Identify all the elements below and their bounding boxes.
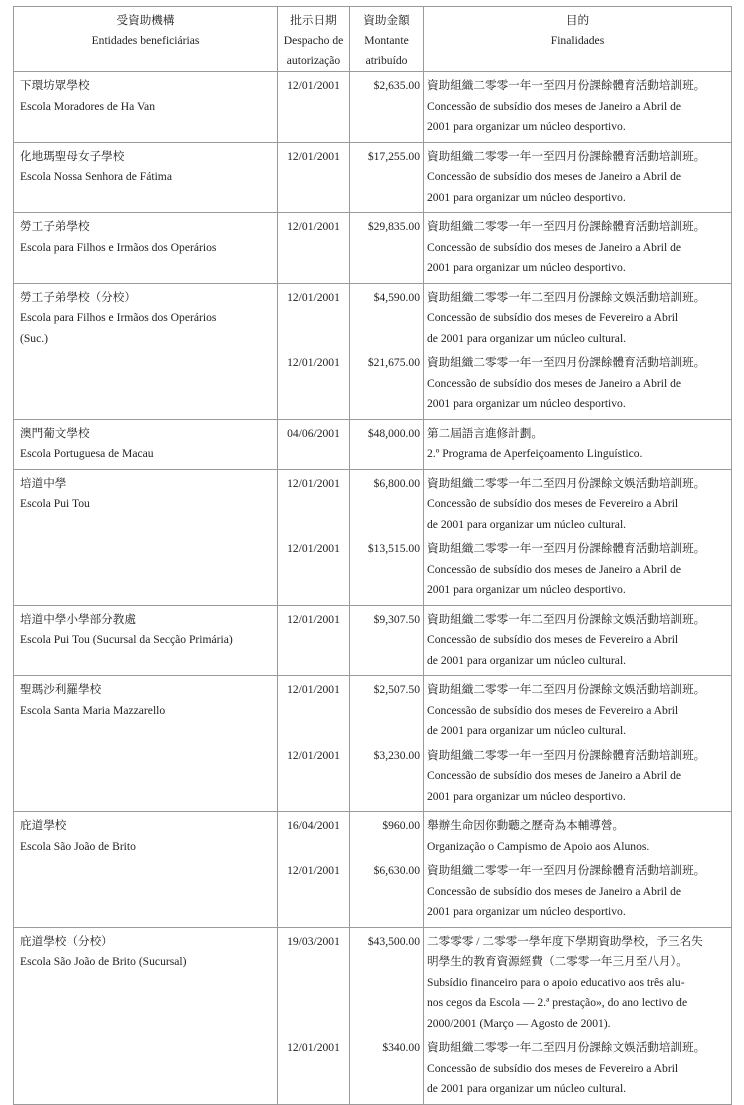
spacer: [278, 902, 349, 923]
spacer: [350, 993, 420, 1014]
purpose-line: Concessão de subsídio dos meses de Janeiro a Abril de: [427, 99, 682, 113]
entry-date-block: [278, 213, 349, 283]
entry-date-block: [278, 1038, 349, 1104]
amount-cell: [350, 213, 424, 284]
table-row: [14, 927, 732, 1104]
spacer: [278, 882, 349, 903]
spacer: [350, 1059, 420, 1080]
entry-amount-block: [350, 284, 423, 354]
spacer: [278, 117, 349, 138]
purpose-line: Concessão de subsídio dos meses de Fevereiro a Abril: [427, 1061, 679, 1075]
purpose-line: Concessão de subsídio dos meses de Janeiro a Abril de: [427, 769, 682, 782]
document-page: [13, 6, 731, 1095]
entity-cell: [14, 142, 278, 213]
purpose-cell: [424, 419, 732, 469]
purpose-line: Concessão de subsídio dos meses de Fevereiro a Abril: [427, 311, 679, 324]
header-amount: [350, 7, 424, 72]
header-amount-pt2: atribuído: [365, 54, 408, 67]
entry-date: 19/03/2001: [287, 934, 340, 948]
purpose-line: 資助組織二零零一年一至四月份課餘體育活動培訓班。: [427, 79, 706, 92]
spacer: [278, 238, 349, 259]
purpose-cell: [424, 142, 732, 213]
spacer: [350, 837, 420, 858]
entry-purpose-block: [424, 353, 731, 419]
purpose-line: 2.º Programa de Aperfeiçoamento Linguístico.: [427, 447, 643, 460]
spacer: [350, 952, 420, 973]
purpose-line: 舉辦生命因你動聽之歷奇為本輔導營。: [427, 819, 625, 832]
purpose-line: 明學生的教育資源經費（二零零一年三月至八月）。: [427, 955, 688, 968]
entry-date-block: [278, 606, 349, 676]
entry-purpose-block: [424, 676, 731, 746]
purpose-line: 2001 para organizar um núcleo desportivo.: [427, 190, 626, 204]
entry-amount: $43,500.00: [367, 934, 420, 948]
entry-date-block: [278, 539, 349, 605]
entry-date: 16/04/2001: [287, 819, 340, 832]
spacer: [278, 560, 349, 581]
entry-date: 12/01/2001: [287, 356, 340, 369]
purpose-line: 資助組織二零零一年一至四月份課餘體育活動培訓班。: [427, 864, 706, 877]
table-row: [14, 283, 732, 419]
amount-cell: [350, 419, 424, 469]
amount-cell: [350, 142, 424, 213]
table-header-row: [14, 7, 732, 72]
entry-amount: $3,230.00: [373, 748, 420, 762]
entry-amount-block: [350, 539, 423, 605]
purpose-line: de 2001 para organizar um núcleo cultural.: [427, 724, 627, 737]
date-cell: [278, 605, 350, 676]
header-entity-zh: 受資助機構: [116, 14, 175, 27]
header-entity-pt: Entidades beneficiárias: [91, 34, 200, 47]
amount-cell: [350, 469, 424, 605]
spacer: [278, 580, 349, 601]
header-purpose-zh: 目的: [565, 14, 590, 27]
date-cell: [278, 927, 350, 1104]
spacer: [350, 515, 420, 536]
spacer: [278, 329, 349, 350]
entry-amount-block: [350, 470, 423, 540]
purpose-line: de 2001 para organizar um núcleo cultural.: [427, 331, 627, 345]
entity-cell: [14, 72, 278, 143]
entry-amount-block: [350, 861, 423, 927]
table-row: [14, 469, 732, 605]
entry-date-block: [278, 746, 349, 812]
purpose-cell: [424, 676, 732, 812]
table-body: [14, 72, 732, 1105]
date-cell: [278, 676, 350, 812]
entry-date-block: [278, 928, 349, 1039]
spacer: [278, 1059, 349, 1080]
spacer: [278, 444, 349, 465]
purpose-line: 資助組織二零零一年一至四月份課餘體育活動培訓班。: [427, 356, 706, 369]
entity-name-pt: Escola Pui Tou (Sucursal da Secção Primária): [20, 633, 233, 646]
purpose-cell: [424, 213, 732, 284]
spacer: [278, 701, 349, 722]
purpose-line: 2001 para organizar um núcleo desportivo.: [427, 583, 626, 596]
spacer: [350, 902, 420, 923]
header-amount-pt1: Montante: [364, 34, 409, 47]
entry-amount-block: [350, 606, 423, 676]
table-row: [14, 213, 732, 284]
purpose-line: de 2001 para organizar um núcleo cultural.: [427, 517, 627, 531]
entity-name-pt: Escola Pui Tou: [20, 497, 90, 510]
table-row: [14, 812, 732, 928]
header-date: [278, 7, 350, 72]
entry-amount-block: [350, 353, 423, 419]
purpose-line: Concessão de subsídio dos meses de Janeiro a Abril de: [427, 376, 682, 390]
header-amount-zh: 資助金額: [363, 14, 410, 27]
table-row: [14, 142, 732, 213]
entry-amount-block: [350, 676, 423, 746]
entity-cell: [14, 419, 278, 469]
entry-date: 12/01/2001: [287, 149, 340, 163]
entity-name-zh: 澳門葡文學校: [20, 426, 90, 440]
entry-date: 12/01/2001: [287, 476, 340, 490]
spacer: [278, 394, 349, 415]
entity-name-pt: Escola para Filhos e Irmãos dos Operários: [20, 311, 217, 324]
spacer: [278, 515, 349, 536]
amount-cell: [350, 927, 424, 1104]
entry-amount: $17,255.00: [367, 149, 420, 163]
entry-purpose-block: [424, 606, 731, 676]
entity-cell: [14, 812, 278, 928]
purpose-line: 2001 para organizar um núcleo desportivo.: [427, 789, 626, 803]
spacer: [350, 701, 420, 722]
entry-amount: $21,675.00: [367, 356, 420, 369]
entry-amount-block: [350, 1038, 423, 1104]
entry-amount: $29,835.00: [367, 220, 420, 233]
entry-date: 12/01/2001: [287, 683, 340, 696]
purpose-cell: [424, 927, 732, 1104]
entity-name-pt: Escola para Filhos e Irmãos dos Operários: [20, 240, 217, 254]
purpose-line: Subsídio financeiro para o apoio educativo aos três alu-: [427, 975, 685, 989]
date-cell: [278, 72, 350, 143]
entry-date: 12/01/2001: [287, 1041, 340, 1054]
spacer: [350, 1079, 420, 1100]
spacer: [278, 952, 349, 973]
spacer: [278, 766, 349, 787]
table-row: [14, 72, 732, 143]
entity-name-zh: 培道中學小學部分教處: [20, 612, 136, 626]
subsidy-table: [13, 6, 732, 1105]
purpose-line: nos cegos da Escola — 2.ª prestação», do ano lectivo de: [427, 996, 688, 1009]
amount-cell: [350, 605, 424, 676]
spacer: [350, 374, 420, 395]
purpose-line: Concessão de subsídio dos meses de Fevereiro a Abril: [427, 633, 679, 646]
entity-name-pt: Escola Portuguesa de Macau: [20, 447, 154, 460]
spacer: [350, 329, 420, 350]
header-purpose: [424, 7, 732, 72]
purpose-line: 第二屆語言進修計劃。: [427, 426, 543, 440]
entry-purpose-block: [424, 420, 731, 469]
purpose-cell: [424, 605, 732, 676]
amount-cell: [350, 676, 424, 812]
entry-date-block: [278, 420, 349, 469]
entry-amount-block: [350, 812, 423, 861]
entry-date-block: [278, 353, 349, 419]
purpose-line: 資助組織二零零一年二至四月份課餘文娛活動培訓班。: [427, 290, 706, 304]
purpose-line: 資助組織二零零一年一至四月份課餘體育活動培訓班。: [427, 748, 706, 762]
header-purpose-pt: Finalidades: [550, 34, 605, 47]
table-row: [14, 605, 732, 676]
entry-amount: $2,635.00: [373, 79, 420, 92]
purpose-line: 資助組織二零零一年二至四月份課餘文娛活動培訓班。: [427, 683, 706, 696]
purpose-line: Concessão de subsídio dos meses de Janeiro a Abril de: [427, 562, 682, 576]
entry-amount-block: [350, 420, 423, 469]
entity-name-zh: 庇道學校: [20, 819, 67, 832]
purpose-cell: [424, 469, 732, 605]
entity-name-zh: 聖瑪沙利羅學校: [20, 683, 102, 696]
spacer: [350, 721, 420, 742]
entity-cell: [14, 213, 278, 284]
purpose-cell: [424, 812, 732, 928]
purpose-cell: [424, 72, 732, 143]
spacer: [350, 973, 420, 994]
entry-date: 12/01/2001: [287, 79, 340, 92]
spacer: [278, 973, 349, 994]
spacer: [278, 993, 349, 1014]
entry-purpose-block: [424, 72, 731, 142]
entity-cell: [14, 283, 278, 419]
entry-purpose-block: [424, 143, 731, 213]
entity-name-zh: 庇道學校（分校）: [20, 934, 113, 948]
spacer: [350, 560, 420, 581]
spacer: [350, 238, 420, 259]
entity-cell: [14, 469, 278, 605]
purpose-line: Concessão de subsídio dos meses de Fevereiro a Abril: [427, 497, 679, 510]
entity-name-pt-cont: (Suc.): [20, 331, 49, 345]
entity-name-pt: Escola Nossa Senhora de Fátima: [20, 170, 172, 183]
entry-amount: $13,515.00: [367, 542, 420, 555]
entry-purpose-block: [424, 746, 731, 812]
spacer: [278, 167, 349, 188]
purpose-line: Concessão de subsídio dos meses de Janeiro a Abril de: [427, 170, 682, 183]
header-date-zh: 批示日期: [290, 14, 337, 27]
entry-purpose-block: [424, 284, 731, 354]
purpose-cell: [424, 283, 732, 419]
table-row: [14, 419, 732, 469]
purpose-line: 2001 para organizar um núcleo desportivo.: [427, 120, 626, 133]
spacer: [350, 394, 420, 415]
entity-name-pt: Escola São João de Brito: [20, 839, 136, 853]
entry-amount: $340.00: [382, 1041, 420, 1054]
purpose-line: 2000/2001 (Março — Agosto de 2001).: [427, 1016, 611, 1030]
header-date-pt1: Despacho de: [283, 34, 344, 47]
purpose-line: 資助組織二零零一年一至四月份課餘體育活動培訓班。: [427, 149, 706, 163]
entry-purpose-block: [424, 861, 731, 927]
purpose-line: 2001 para organizar um núcleo desportivo.: [427, 261, 626, 274]
entry-amount: $6,630.00: [373, 864, 420, 877]
purpose-line: 2001 para organizar um núcleo desportivo.: [427, 905, 626, 918]
entity-name-zh: 化地瑪聖母女子學校: [20, 149, 125, 163]
purpose-line: 資助組織二零零一年二至四月份課餘文娛活動培訓班。: [427, 476, 706, 490]
spacer: [350, 308, 420, 329]
purpose-line: Concessão de subsídio dos meses de Fevereiro a Abril: [427, 703, 679, 717]
date-cell: [278, 812, 350, 928]
spacer: [278, 188, 349, 209]
spacer: [278, 494, 349, 515]
entry-date: 12/01/2001: [287, 290, 340, 304]
entry-date-block: [278, 812, 349, 861]
entity-name-zh: 勞工子弟學校: [20, 220, 90, 233]
entity-name-zh: 下環坊眾學校: [20, 79, 90, 92]
spacer: [278, 721, 349, 742]
spacer: [350, 651, 420, 672]
entry-date-block: [278, 284, 349, 354]
spacer: [278, 630, 349, 651]
spacer: [350, 444, 420, 465]
entry-date-block: [278, 72, 349, 142]
entity-name-zh: 勞工子弟學校（分校）: [20, 290, 136, 304]
entry-purpose-block: [424, 470, 731, 540]
purpose-line: 二零零零 / 二零零一學年度下學期資助學校，予三名失: [427, 934, 703, 948]
entity-name-zh: 培道中學: [20, 476, 67, 490]
purpose-line: 2001 para organizar um núcleo desportivo.: [427, 397, 626, 410]
spacer: [350, 882, 420, 903]
spacer: [350, 188, 420, 209]
entry-purpose-block: [424, 539, 731, 605]
spacer: [350, 494, 420, 515]
spacer: [278, 651, 349, 672]
entry-amount: $4,590.00: [373, 290, 420, 304]
entry-date-block: [278, 470, 349, 540]
entity-name-pt: Escola Moradores de Ha Van: [20, 99, 156, 113]
date-cell: [278, 419, 350, 469]
purpose-line: Concessão de subsídio dos meses de Janeiro a Abril de: [427, 884, 682, 898]
spacer: [278, 97, 349, 118]
entry-amount: $960.00: [382, 819, 420, 832]
header-date-pt2: autorização: [286, 54, 341, 67]
date-cell: [278, 469, 350, 605]
amount-cell: [350, 72, 424, 143]
entry-purpose-block: [424, 812, 731, 861]
purpose-line: 資助組織二零零一年二至四月份課餘文娛活動培訓班。: [427, 612, 706, 626]
spacer: [350, 580, 420, 601]
entry-date: 12/01/2001: [287, 612, 340, 626]
entry-amount-block: [350, 72, 423, 142]
purpose-line: de 2001 para organizar um núcleo cultural.: [427, 1082, 627, 1095]
entry-amount: $48,000.00: [367, 426, 420, 440]
entity-cell: [14, 605, 278, 676]
entity-cell: [14, 927, 278, 1104]
entry-amount-block: [350, 928, 423, 1039]
spacer: [278, 374, 349, 395]
entity-name-pt: Escola Santa Maria Mazzarello: [20, 703, 166, 717]
spacer: [350, 1014, 420, 1035]
header-entity: [14, 7, 278, 72]
date-cell: [278, 142, 350, 213]
spacer: [278, 1079, 349, 1100]
spacer: [278, 308, 349, 329]
entry-date: 12/01/2001: [287, 864, 340, 877]
purpose-line: 資助組織二零零一年一至四月份課餘體育活動培訓班。: [427, 542, 706, 555]
spacer: [350, 787, 420, 808]
entry-date-block: [278, 861, 349, 927]
date-cell: [278, 213, 350, 284]
entry-date-block: [278, 143, 349, 213]
entity-cell: [14, 676, 278, 812]
spacer: [350, 117, 420, 138]
spacer: [278, 837, 349, 858]
spacer: [350, 97, 420, 118]
spacer: [350, 766, 420, 787]
spacer: [350, 630, 420, 651]
entry-amount-block: [350, 143, 423, 213]
entry-date: 12/01/2001: [287, 220, 340, 233]
entry-date-block: [278, 676, 349, 746]
entry-amount-block: [350, 213, 423, 283]
spacer: [350, 167, 420, 188]
entry-purpose-block: [424, 928, 731, 1039]
entry-purpose-block: [424, 1038, 731, 1104]
date-cell: [278, 283, 350, 419]
entry-date: 12/01/2001: [287, 542, 340, 555]
table-row: [14, 676, 732, 812]
entry-date: 12/01/2001: [287, 748, 340, 762]
purpose-line: 資助組織二零零一年一至四月份課餘體育活動培訓班。: [427, 220, 706, 233]
amount-cell: [350, 283, 424, 419]
entry-date: 04/06/2001: [287, 426, 340, 440]
purpose-line: 資助組織二零零一年二至四月份課餘文娛活動培訓班。: [427, 1041, 706, 1054]
purpose-line: de 2001 para organizar um núcleo cultural.: [427, 653, 627, 667]
entity-name-pt: Escola São João de Brito (Sucursal): [20, 955, 187, 968]
spacer: [350, 258, 420, 279]
entry-amount: $2,507.50: [373, 683, 420, 696]
entry-purpose-block: [424, 213, 731, 283]
entry-amount-block: [350, 746, 423, 812]
spacer: [278, 1014, 349, 1035]
purpose-line: Organização o Campismo de Apoio aos Alunos.: [427, 839, 650, 853]
spacer: [278, 787, 349, 808]
entry-amount: $9,307.50: [373, 612, 420, 626]
purpose-line: Concessão de subsídio dos meses de Janeiro a Abril de: [427, 240, 682, 254]
spacer: [278, 258, 349, 279]
entry-amount: $6,800.00: [373, 476, 420, 490]
amount-cell: [350, 812, 424, 928]
